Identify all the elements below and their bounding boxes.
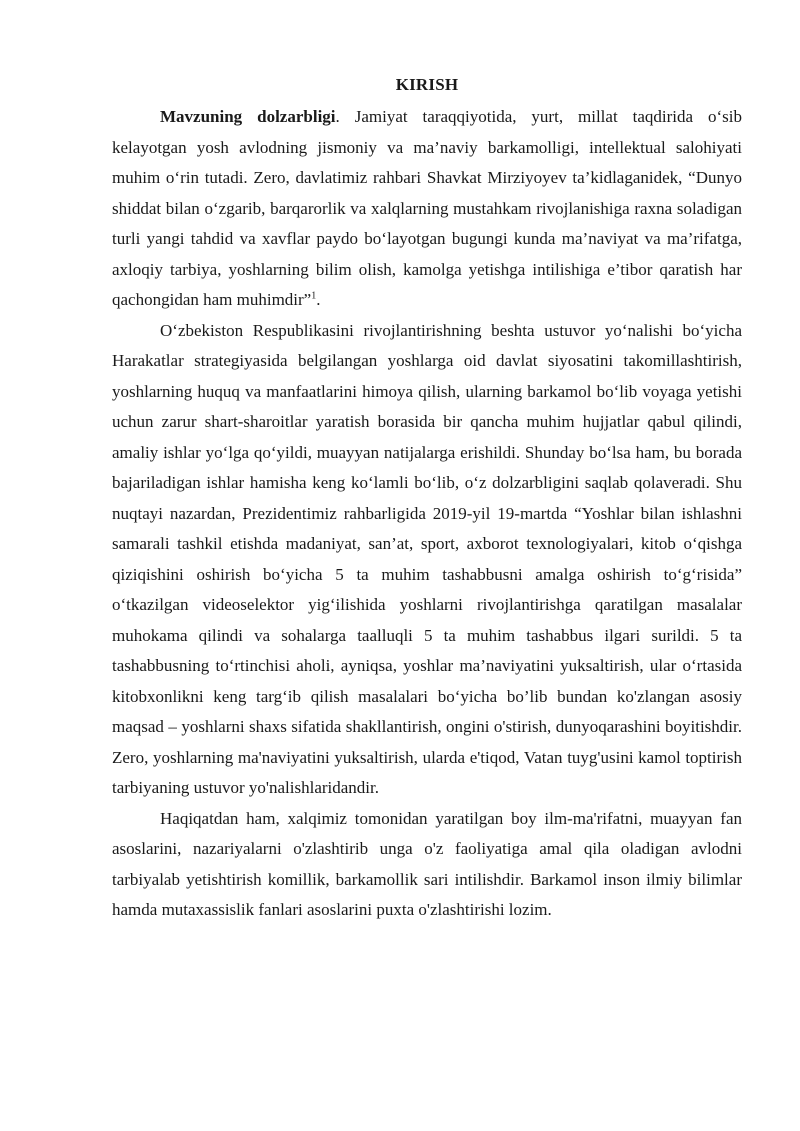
paragraph-relevance-end: . — [316, 290, 321, 309]
paragraph-relevance — [112, 102, 742, 316]
paragraph-lead-heading: Mavzuning dolzarbligi — [160, 107, 336, 126]
footnote-marker[interactable]: 1 — [311, 290, 317, 302]
paragraph-relevance-text: . Jamiyat taraqqiyotida, yurt, millat taqdirida o‘sib kelayotgan yosh avlodning jismoniy va ma’naviy barkamolligi, intellektual salohiyati muhim o‘rin tutadi. Zero, davlatimiz rahbari Shavkat Mirziyoyev ta’kidlaganidek, “Dunyo shiddat bilan o‘zgarib, barqarorlik va xalqlarning mustahkam rivojlanishiga raxna soladigan turli yangi tahdid va xavflar paydo bo‘layotgan bugungi kunda ma’naviyat va ma’rifatga, axloqiy tarbiya, yoshlarning bilim olish, kamolga yetishga intilishiga e’tibor qaratish har qachongidan ham muhimdir” — [112, 107, 742, 309]
paragraph-strategy: O‘zbekiston Respublikasini rivojlantirishning beshta ustuvor yo‘nalishi bo‘yicha Harakatlar strategiyasida belgilangan yoshlarga oid davlat siyosatini takomillashtirish, yoshlarning huquq va manfaatlarini himoya qilish, ularning barkamol bo‘lib voyaga yetishi uchun zarur shart-sharoitlar yaratish borasida bir qancha muhim hujjatlar qabul qilindi, amaliy ishlar yo‘lga qo‘yildi, muayyan natijalarga erishildi. Shunday bo‘lsa ham, bu borada bajariladigan ishlar hamisha keng ko‘lamli bo‘lib, o‘z dolzarbligini saqlab qolaveradi. Shu nuqtayi nazardan, Prezidentimiz rahbarligida 2019-yil 19-martda “Yoshlar bilan ishlashni samarali tashkil etishda madaniyat, san’at, sport, axborot texnologiyalari, kitob o‘qishga qiziqishini oshirish bo‘yicha 5 ta muhim tashabbusni amalga oshirish to‘g‘risida” o‘tkazilgan videoselektor yig‘ilishida yoshlarni rivojlantirishga qaratilgan masalalar muhokama qilindi va sohalarga taalluqli 5 ta muhim tashabbus ilgari surildi. 5 ta tashabbusning to‘rtinchisi aholi, ayniqsa, yoshlar ma’naviyatini yuksaltirish, ular o‘rtasida kitobxonlikni keng targ‘ib qilish masalalari bo‘yicha bo’lib bundan ko'zlangan asosiy maqsad – yoshlarni shaxs sifatida shakllantirish, ongini o'stirish, dunyoqarashini boyitishdir. Zero, yoshlarning ma'naviyatini yuksaltirish, ularda e'tiqod, Vatan tuyg'usini kamol toptirish tarbiyaning ustuvor yo'nalishlaridandir. — [112, 320, 742, 797]
paragraph-heritage: Haqiqatdan ham, xalqimiz tomonidan yaratilgan boy ilm-ma'rifatni, muayyan fan asoslarini, nazariyalarni o'zlashtirib unga o'z faoliyatiga amal qila oladigan avlodni tarbiyalab yetishtirish komillik, barkamollik sari intilishdir. Barkamol inson ilmiy bilimlar hamda mutaxassislik fanlari asoslarini puxta o'zlashtirishi lozim. — [112, 808, 742, 919]
page-title: KIRISH — [395, 75, 459, 94]
